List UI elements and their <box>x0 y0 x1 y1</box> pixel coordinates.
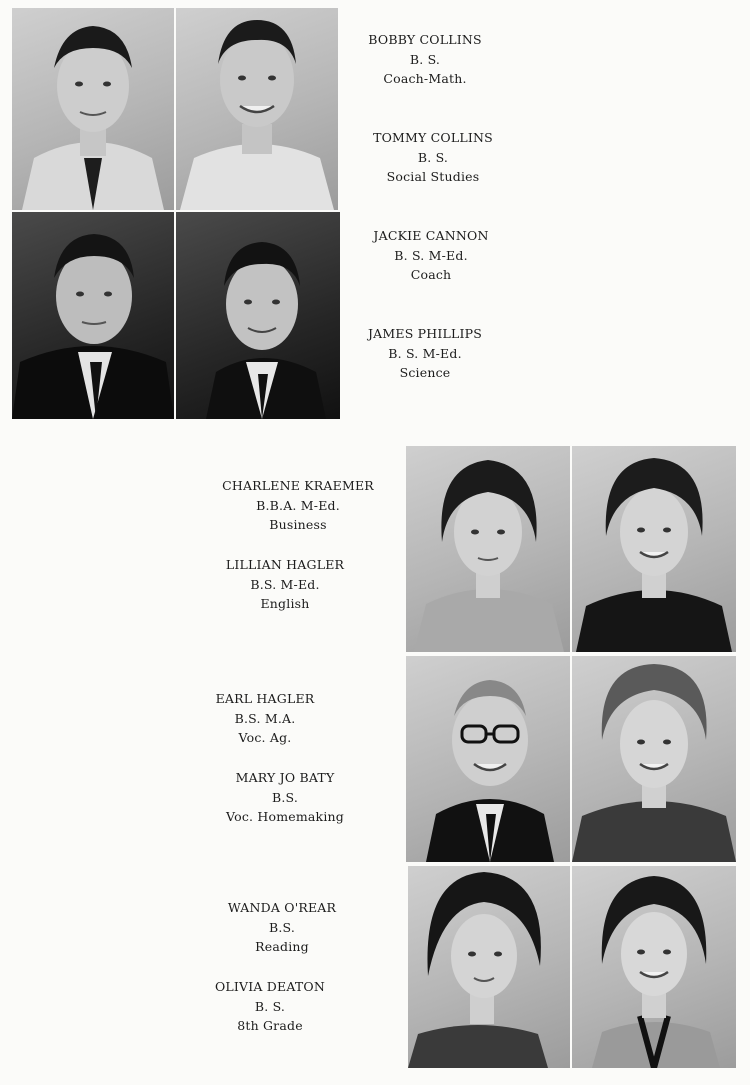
teacher-name: TOMMY COLLINS <box>373 130 493 145</box>
teacher-degree: B.B.A. M-Ed. <box>256 497 340 513</box>
caption-olivia-deaton <box>185 977 355 1036</box>
portrait-james-phillips <box>176 212 340 419</box>
teacher-degree: B.S. <box>271 789 299 805</box>
caption-earl-hagler <box>180 689 350 748</box>
caption-tommy-collins <box>348 128 518 187</box>
portrait-charlene-kraemer <box>406 446 570 652</box>
teacher-subject: Social Studies <box>386 169 480 184</box>
teacher-degree: B. S. M-Ed. <box>394 247 468 263</box>
caption-jackie-cannon <box>346 226 516 285</box>
caption-lillian-hagler <box>200 555 370 614</box>
teacher-degree: B.S. M.A. <box>234 710 296 726</box>
portrait-lillian-hagler <box>572 446 736 652</box>
teacher-subject: Reading <box>255 939 309 954</box>
teacher-name: WANDA O'REAR <box>227 900 337 915</box>
teacher-name: MARY JO BATY <box>235 770 335 785</box>
portrait-mary-jo-baty <box>572 656 736 862</box>
teacher-name: JAMES PHILLIPS <box>367 326 483 341</box>
portrait-olivia-deaton <box>572 866 736 1068</box>
teacher-name: OLIVIA DEATON <box>214 979 326 994</box>
portrait-tommy-collins <box>176 8 338 210</box>
caption-mary-jo-baty <box>200 768 370 827</box>
caption-wanda-orear <box>197 898 367 957</box>
teacher-degree: B. S. <box>409 51 441 67</box>
teacher-subject: Science <box>399 365 451 380</box>
teacher-name: LILLIAN HAGLER <box>225 557 345 572</box>
caption-bobby-collins <box>340 30 510 89</box>
teacher-degree: B.S. <box>268 919 296 935</box>
caption-charlene-kraemer <box>213 476 383 535</box>
portrait-bobby-collins <box>12 8 174 210</box>
teacher-subject: English <box>260 596 310 611</box>
teacher-name: CHARLENE KRAEMER <box>222 478 374 493</box>
teacher-subject: 8th Grade <box>237 1018 303 1033</box>
teacher-degree: B.S. M-Ed. <box>250 576 320 592</box>
portrait-jackie-cannon <box>12 212 174 419</box>
teacher-subject: Business <box>269 517 327 532</box>
portrait-earl-hagler <box>406 656 570 862</box>
teacher-degree: B. S. M-Ed. <box>388 345 462 361</box>
teacher-subject: Coach <box>410 267 452 282</box>
teacher-degree: B. S. <box>417 149 449 165</box>
caption-james-phillips <box>340 324 510 383</box>
teacher-name: BOBBY COLLINS <box>368 32 482 47</box>
portrait-wanda-orear <box>408 866 570 1068</box>
teacher-name: EARL HAGLER <box>215 691 315 706</box>
teacher-name: JACKIE CANNON <box>373 228 489 243</box>
teacher-subject: Coach-Math. <box>383 71 467 86</box>
teacher-subject: Voc. Homemaking <box>226 809 344 824</box>
teacher-degree: B. S. <box>254 998 286 1014</box>
teacher-subject: Voc. Ag. <box>238 730 292 745</box>
